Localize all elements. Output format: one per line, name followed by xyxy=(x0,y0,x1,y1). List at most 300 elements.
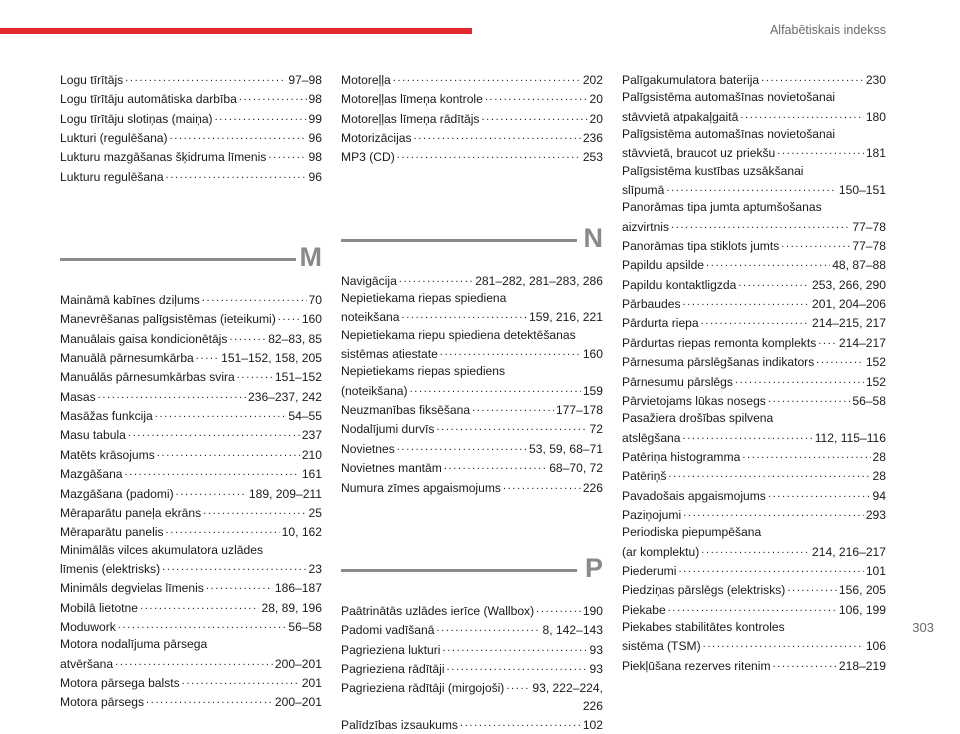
index-entry[interactable] xyxy=(622,524,886,561)
index-entry[interactable] xyxy=(60,692,322,711)
index-entry-term: Motoreļļa xyxy=(341,73,391,87)
dot-leader xyxy=(740,107,864,121)
index-entry-pages: 77–78 xyxy=(852,219,886,234)
section-spacer xyxy=(341,263,603,271)
dot-leader xyxy=(768,391,851,405)
index-entry-pages: 214, 216–217 xyxy=(812,544,886,559)
index-entry-term: MP3 (CD) xyxy=(341,150,395,165)
index-entry-term: Patēriņa histogramma xyxy=(622,449,741,464)
index-entry-term: Motorizācijas xyxy=(341,131,412,146)
index-entry-line xyxy=(60,128,322,147)
dot-leader xyxy=(683,505,864,519)
index-entry-pages: 97–98 xyxy=(288,73,322,87)
index-entry-term: Pagrieziena lukturi xyxy=(341,642,441,657)
index-entry-line xyxy=(60,309,322,328)
index-entry-pages: 190 xyxy=(582,603,603,618)
index-entry-term: Piekabe xyxy=(622,602,666,617)
index-entry-term: Mazgāšana xyxy=(60,467,123,482)
index-entry-pages: 161 xyxy=(301,467,322,482)
index-entry-pages: 102 xyxy=(582,717,603,732)
index-entry-line xyxy=(341,70,603,89)
index-entry-pages: 156, 205 xyxy=(838,583,886,598)
index-entry-term: Palīdzības izsaukums xyxy=(341,717,458,732)
index-entry-term: Periodiska piepumpēšana xyxy=(622,525,762,540)
index-entry-line xyxy=(622,70,886,89)
dot-leader xyxy=(742,447,870,461)
dot-leader xyxy=(701,313,810,327)
index-entry[interactable] xyxy=(341,715,603,734)
dot-leader xyxy=(166,167,307,181)
index-entry-line xyxy=(622,107,886,126)
index-entry-line xyxy=(60,89,322,108)
index-entry-line xyxy=(60,464,322,483)
index-entry-line xyxy=(60,109,322,128)
index-entry-line xyxy=(341,271,603,290)
dot-leader xyxy=(278,309,300,323)
dot-leader xyxy=(683,294,811,308)
index-entry-term: Maināmā kabīnes dziļums xyxy=(60,293,200,308)
index-entry-pages: 160 xyxy=(301,312,322,327)
index-entry-term: Piedziņas pārslēgs (elektrisks) xyxy=(622,583,786,598)
index-entry-term: Pārdurtas riepas remonta komplekts xyxy=(622,335,817,350)
dot-leader xyxy=(239,89,307,103)
index-entry-term: Manevrēšanas palīgsistēmas (ieteikumi) xyxy=(60,312,276,327)
index-entry-line xyxy=(622,561,886,580)
index-entry-term: Masas xyxy=(60,389,96,404)
page-number: 303 xyxy=(912,620,934,635)
index-entry[interactable] xyxy=(341,458,603,477)
index-entry-term: Pasažiera drošības spilvena xyxy=(622,411,774,426)
section-header-m xyxy=(60,242,322,282)
index-entry-term: Logu tīrītāju automātiska darbība xyxy=(60,92,237,107)
index-entry-term: atslēgšana xyxy=(622,430,681,445)
index-entry-term: Minimāls degvielas līmenis xyxy=(60,581,204,596)
dot-leader xyxy=(125,70,286,84)
index-entry-line xyxy=(341,147,603,166)
index-entry-term: Palīgsistēma kustības uzsākšanai xyxy=(622,163,804,178)
index-entry[interactable] xyxy=(60,309,322,328)
index-entry[interactable] xyxy=(622,600,886,619)
index-entry-term: Pārdurta riepa xyxy=(622,316,699,331)
index-entry-line xyxy=(60,617,322,636)
index-entry-pages: 94 xyxy=(872,488,886,503)
index-entry-term: Pārbaudes xyxy=(622,297,681,312)
index-entry[interactable] xyxy=(341,400,603,419)
index-entry[interactable] xyxy=(341,620,603,639)
index-entry-line xyxy=(60,290,322,309)
index-entry-term: Palīgsistēma automašīnas novietošanai xyxy=(622,127,836,142)
dot-leader xyxy=(229,329,266,343)
index-entry[interactable] xyxy=(341,659,603,678)
index-entry[interactable] xyxy=(60,617,322,636)
index-entry-term: (ar komplektu) xyxy=(622,544,700,559)
index-entry-term: Panorāmas tipa jumta aptumšošanas xyxy=(622,200,822,215)
index-entry-line xyxy=(60,598,322,617)
index-entry[interactable] xyxy=(60,348,322,367)
dot-leader xyxy=(118,617,287,631)
index-entry-line xyxy=(622,636,886,655)
index-entry-pages: 200–201 xyxy=(274,656,322,671)
dot-leader xyxy=(481,109,587,123)
dot-leader xyxy=(268,147,306,161)
index-entry-pages: 201 xyxy=(301,675,322,690)
index-entry-line xyxy=(60,559,322,578)
index-entry[interactable] xyxy=(622,466,886,485)
index-entry-term: Mobilā lietotne xyxy=(60,600,138,615)
index-entry-line xyxy=(622,294,886,313)
index-entry-term: Lukturu regulēšana xyxy=(60,169,164,184)
index-entry-pages: 106, 199 xyxy=(838,602,886,617)
dot-leader xyxy=(140,598,259,612)
index-entry-term: stāvvietā atpakaļgaitā xyxy=(622,109,739,124)
dot-leader xyxy=(773,656,837,670)
dot-leader xyxy=(182,673,300,687)
index-entry-line xyxy=(622,255,886,274)
section-letter: P xyxy=(584,552,603,583)
index-entry-line xyxy=(60,167,322,186)
index-column-2 xyxy=(341,70,603,734)
index-entry-term: līmenis (elektrisks) xyxy=(60,561,161,576)
index-entry[interactable] xyxy=(622,70,886,89)
index-entry[interactable] xyxy=(341,419,603,438)
index-entry-term: stāvvietā, braucot uz priekšu xyxy=(622,146,776,161)
index-entry[interactable] xyxy=(341,640,603,659)
index-entry-term: Masu tabula xyxy=(60,428,126,443)
index-entry[interactable] xyxy=(622,126,886,163)
section-letter: M xyxy=(299,242,322,273)
index-entry-line xyxy=(60,673,322,692)
index-entry-pages: 68–70, 72 xyxy=(549,461,603,476)
index-entry-pages: 218–219 xyxy=(838,658,886,673)
index-entry[interactable] xyxy=(341,363,603,400)
dot-leader xyxy=(202,290,307,304)
index-entry-term: sistēma (TSM) xyxy=(622,639,701,654)
index-entry-term: Piekļūšana rezerves ritenim xyxy=(622,658,771,673)
index-entry-pages: 112, 115–116 xyxy=(814,430,886,445)
dot-leader xyxy=(399,271,473,285)
index-entry-pages: 96 xyxy=(308,169,322,184)
index-entry-term: Motora pārsega balsts xyxy=(60,675,180,690)
index-entry[interactable] xyxy=(60,329,322,348)
dot-leader xyxy=(666,180,837,194)
index-entry[interactable] xyxy=(60,290,322,309)
index-entry-line xyxy=(622,466,886,485)
index-entry-line xyxy=(60,367,322,386)
dot-leader xyxy=(706,255,830,269)
index-entry-pages: 202 xyxy=(582,73,603,87)
dot-leader xyxy=(146,692,273,706)
section-rule xyxy=(341,569,577,572)
index-entry-pages: 200–201 xyxy=(274,695,322,710)
index-entry-line xyxy=(622,447,886,466)
index-entry-pages: 186–187 xyxy=(274,581,322,596)
index-entry[interactable] xyxy=(341,89,603,108)
index-entry[interactable] xyxy=(60,70,322,89)
index-entry-term: slīpumā xyxy=(622,183,665,198)
index-entry[interactable] xyxy=(622,580,886,599)
index-entry[interactable] xyxy=(341,327,603,364)
index-entry[interactable] xyxy=(341,478,603,497)
dot-leader xyxy=(402,307,528,321)
index-entry-pages: 237 xyxy=(301,428,322,443)
index-entry[interactable] xyxy=(60,503,322,522)
index-entry-term: Nepietiekams riepas spiediens xyxy=(341,364,506,379)
dot-leader xyxy=(206,578,273,592)
index-entry[interactable] xyxy=(341,678,603,715)
index-entry-term: Masāžas funkcija xyxy=(60,409,153,424)
index-entry-term: Moduwork xyxy=(60,619,116,634)
index-entry-line xyxy=(60,578,322,597)
header-accent-bar xyxy=(0,28,472,34)
index-entry[interactable] xyxy=(60,128,322,147)
index-entry-term: Motoreļļas līmeņa rādītājs xyxy=(341,111,480,126)
index-entry-pages: 54–55 xyxy=(288,409,322,424)
index-entry-term: Piekabes stabilitātes kontroles xyxy=(622,619,785,634)
index-entry[interactable] xyxy=(60,406,322,425)
dot-leader xyxy=(818,333,837,347)
index-entry[interactable] xyxy=(622,505,886,524)
index-entry[interactable] xyxy=(341,439,603,458)
index-entry-line xyxy=(622,236,886,255)
index-entry-line xyxy=(622,542,886,561)
index-entry-term: Nodalījumi durvīs xyxy=(341,422,435,437)
index-column-3 xyxy=(622,70,886,675)
index-entry-line xyxy=(622,180,886,199)
dot-leader xyxy=(237,367,273,381)
dot-leader xyxy=(460,715,581,729)
index-entry[interactable] xyxy=(622,333,886,352)
section-spacer xyxy=(60,282,322,290)
index-entry-term: Navigācija xyxy=(341,273,397,288)
section-spacer xyxy=(341,167,603,223)
index-entry[interactable] xyxy=(60,109,322,128)
index-entry-pages: 98 xyxy=(308,92,322,107)
index-entry-term: Numura zīmes apgaismojums xyxy=(341,480,501,495)
index-entry[interactable] xyxy=(60,445,322,464)
dot-leader xyxy=(215,109,307,123)
index-entry-pages: 236 xyxy=(582,131,603,146)
index-entry-term: Lukturu mazgāšanas šķidruma līmenis xyxy=(60,150,267,165)
index-entry-line xyxy=(622,333,886,352)
index-entry-line xyxy=(622,580,886,599)
index-entry-term: Matēts krāsojums xyxy=(60,447,155,462)
index-entry-pages: 28, 89, 196 xyxy=(261,600,322,615)
index-entry[interactable] xyxy=(60,464,322,483)
index-entry-line xyxy=(622,505,886,524)
index-entry[interactable] xyxy=(622,255,886,274)
index-entry[interactable] xyxy=(622,410,886,447)
index-entry-term: Patēriņš xyxy=(622,469,667,484)
index-entry-pages: 226 xyxy=(582,480,603,495)
dot-leader xyxy=(98,387,246,401)
dot-leader xyxy=(436,419,587,433)
index-entry-pages: 72 xyxy=(589,422,603,437)
index-entry-pages: 56–58 xyxy=(852,393,886,408)
section-spacer xyxy=(341,497,603,553)
index-entry-term: Padomi vadīšanā xyxy=(341,623,435,638)
dot-leader xyxy=(735,372,864,386)
index-entry-line xyxy=(60,692,322,711)
index-entry[interactable] xyxy=(622,275,886,294)
index-entry[interactable] xyxy=(60,147,322,166)
index-entry[interactable] xyxy=(622,561,886,580)
index-entry[interactable] xyxy=(622,372,886,391)
index-entry-pages: 210 xyxy=(301,447,322,462)
index-entry-line xyxy=(60,522,322,541)
index-entry-pages: 93, 222–224, xyxy=(532,681,603,696)
index-entry-line xyxy=(60,387,322,406)
index-entry-term: Logu tīrītāju slotiņas (maiņa) xyxy=(60,111,213,126)
index-entry[interactable] xyxy=(341,109,603,128)
dot-leader xyxy=(506,678,530,692)
dot-leader xyxy=(781,236,850,250)
dot-leader xyxy=(444,458,547,472)
dot-leader xyxy=(115,654,273,668)
index-entry-term: Motoreļļas līmeņa kontrole xyxy=(341,92,483,107)
index-entry[interactable] xyxy=(341,147,603,166)
dot-leader xyxy=(170,128,307,142)
index-entry-term: Palīgsistēma automašīnas novietošanai xyxy=(622,90,836,105)
index-entry-term: Manuālā pārnesumkārba xyxy=(60,351,194,366)
section-header-p xyxy=(341,553,603,593)
index-entry-pages: 230 xyxy=(865,73,886,87)
index-entry-term: Nepietiekama riepas spiediena xyxy=(341,291,507,306)
index-entry-line xyxy=(60,503,322,522)
index-entry-term: sistēmas atiestate xyxy=(341,347,438,362)
index-entry[interactable] xyxy=(60,542,322,579)
index-entry-pages-continued: 226 xyxy=(582,698,603,713)
index-entry[interactable] xyxy=(341,70,603,89)
index-entry[interactable] xyxy=(622,236,886,255)
index-entry[interactable] xyxy=(60,367,322,386)
dot-leader xyxy=(683,428,813,442)
dot-leader xyxy=(162,559,306,573)
index-entry-line xyxy=(341,620,603,639)
index-entry[interactable] xyxy=(341,271,603,290)
index-entry-line xyxy=(622,600,886,619)
index-entry-line xyxy=(622,352,886,371)
index-entry[interactable] xyxy=(622,294,886,313)
index-entry-term: aizvirtnis xyxy=(622,219,670,234)
dot-leader xyxy=(414,128,581,142)
index-entry[interactable] xyxy=(60,387,322,406)
index-entry-pages: 96 xyxy=(308,131,322,146)
dot-leader xyxy=(668,600,837,614)
index-entry-term: Pagrieziena rādītāji (mirgojoši) xyxy=(341,681,505,696)
index-entry-pages: 106 xyxy=(865,639,886,654)
dot-leader xyxy=(472,400,554,414)
index-entry-pages: 82–83, 85 xyxy=(268,331,322,346)
index-entry-pages: 189, 209–211 xyxy=(248,486,322,501)
index-entry-line xyxy=(60,406,322,425)
index-entry-pages: 214–217 xyxy=(838,335,886,350)
index-entry-term: Papildu kontaktligzda xyxy=(622,277,737,292)
index-entry[interactable] xyxy=(622,313,886,332)
index-entry[interactable] xyxy=(341,601,603,620)
dot-leader xyxy=(176,484,247,498)
dot-leader xyxy=(128,425,300,439)
index-entry[interactable] xyxy=(622,619,886,656)
index-entry[interactable] xyxy=(622,447,886,466)
index-entry[interactable] xyxy=(60,425,322,444)
section-spacer xyxy=(341,593,603,601)
index-entry-line xyxy=(60,70,322,89)
dot-leader xyxy=(157,445,300,459)
dot-leader xyxy=(397,439,527,453)
index-entry[interactable] xyxy=(60,484,322,503)
index-entry-term: Motora pārsegs xyxy=(60,695,145,710)
index-entry-line xyxy=(60,425,322,444)
index-entry-line xyxy=(341,344,603,363)
index-entry[interactable] xyxy=(60,522,322,541)
index-entry[interactable] xyxy=(60,167,322,186)
index-entry-term: Logu tīrītājs xyxy=(60,73,124,87)
index-entry-pages: 48, 87–88 xyxy=(832,258,886,273)
index-entry-term: Pārnesumu pārslēgs xyxy=(622,374,733,389)
index-entry-term: Pavadošais apgaismojums xyxy=(622,488,766,503)
index-entry[interactable] xyxy=(622,89,886,126)
index-entry-term: Piederumi xyxy=(622,563,677,578)
index-entry[interactable] xyxy=(341,290,603,327)
section-header-n xyxy=(341,223,603,263)
index-entry-term: Nepietiekama riepu spiediena detektēšanas xyxy=(341,327,576,342)
index-entry[interactable] xyxy=(622,199,886,236)
dot-leader xyxy=(196,348,219,362)
index-entry[interactable] xyxy=(622,656,886,675)
index-entry-pages: 25 xyxy=(308,505,322,520)
dot-leader xyxy=(440,344,581,358)
index-entry[interactable] xyxy=(60,673,322,692)
index-entry[interactable] xyxy=(60,578,322,597)
index-entry[interactable] xyxy=(622,163,886,200)
index-entry-pages: 150–151 xyxy=(838,183,886,198)
index-entry[interactable] xyxy=(60,89,322,108)
index-entry[interactable] xyxy=(341,128,603,147)
index-entry[interactable] xyxy=(622,486,886,505)
dot-leader xyxy=(410,381,581,395)
dot-leader xyxy=(536,601,581,615)
index-entry[interactable] xyxy=(622,391,886,410)
index-entry-line xyxy=(341,678,603,697)
index-entry[interactable] xyxy=(60,598,322,617)
index-entry-pages: 151–152, 158, 205 xyxy=(221,351,322,366)
index-entry-term: Lukturi (regulēšana) xyxy=(60,131,168,146)
index-entry-term: Manuālais gaisa kondicionētājs xyxy=(60,331,228,346)
index-entry-line xyxy=(341,715,603,734)
index-entry-pages: 214–215, 217 xyxy=(812,316,886,331)
index-entry-term: Papildu apsilde xyxy=(622,258,705,273)
dot-leader xyxy=(393,70,581,84)
dot-leader xyxy=(668,466,870,480)
dot-leader xyxy=(503,478,581,492)
page-header-title: Alfabētiskais indekss xyxy=(769,23,886,37)
dot-leader xyxy=(447,659,588,673)
index-entry-line xyxy=(341,307,603,326)
dot-leader xyxy=(397,147,581,161)
index-entry-term: Paātrinātās uzlādes ierīce (Wallbox) xyxy=(341,603,535,618)
index-column-1 xyxy=(60,70,322,712)
dot-leader xyxy=(203,503,306,517)
dot-leader xyxy=(125,464,300,478)
index-entry-term: Pagrieziena rādītāji xyxy=(341,661,445,676)
index-entry[interactable] xyxy=(622,352,886,371)
index-entry[interactable] xyxy=(60,636,322,673)
index-entry-pages: 293 xyxy=(865,507,886,522)
index-entry-line xyxy=(60,147,322,166)
index-entry-line xyxy=(622,372,886,391)
dot-leader xyxy=(678,561,863,575)
index-entry-pages: 101 xyxy=(865,563,886,578)
